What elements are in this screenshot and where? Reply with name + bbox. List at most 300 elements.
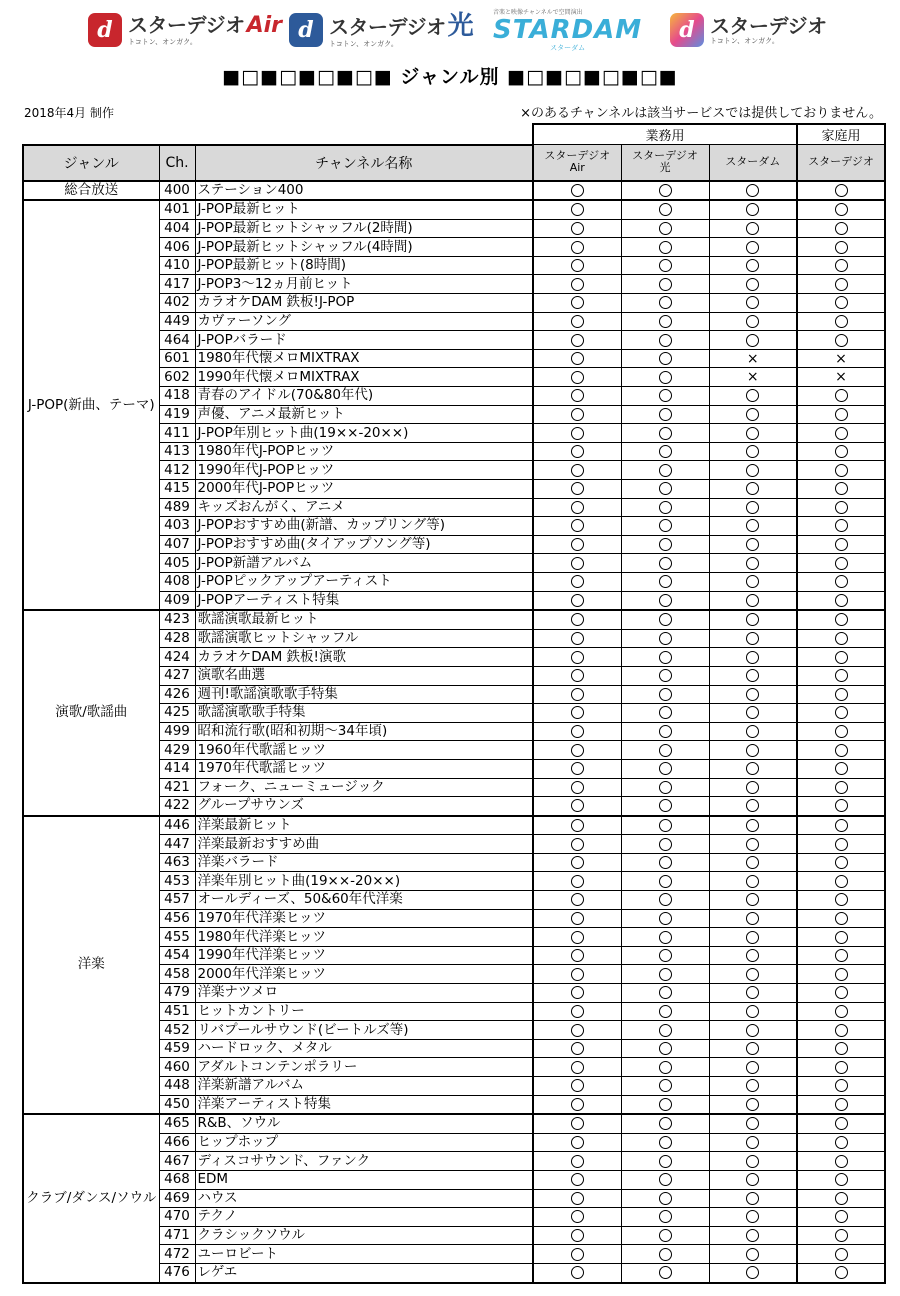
circle-icon: [746, 222, 759, 235]
available-mark: [533, 1058, 621, 1077]
logo-sub-text: トコトン、オンガク。: [710, 36, 779, 45]
channel-name: J-POPおすすめ曲(新譜、カップリング等): [195, 517, 533, 536]
available-mark: [621, 1002, 709, 1021]
available-mark: [709, 1021, 797, 1040]
circle-icon: [746, 1229, 759, 1242]
circle-icon: [571, 1117, 584, 1130]
available-mark: [533, 1077, 621, 1096]
available-mark: [533, 405, 621, 424]
circle-icon: [659, 799, 672, 812]
circle-icon: [746, 912, 759, 925]
circle-icon: [835, 222, 848, 235]
channel-name: 1990年代洋楽ヒッツ: [195, 946, 533, 965]
circle-icon: [835, 706, 848, 719]
circle-icon: [571, 669, 584, 682]
circle-icon: [835, 296, 848, 309]
circle-icon: [659, 184, 672, 197]
logo-main-text: スターデジオ: [329, 14, 446, 39]
circle-icon: [571, 1042, 584, 1055]
circle-icon: [746, 427, 759, 440]
channel-number: 450: [159, 1095, 195, 1114]
available-mark: [621, 349, 709, 368]
available-mark: [621, 984, 709, 1003]
channel-name: J-POP3～12ヵ月前ヒット: [195, 275, 533, 294]
channel-number: 455: [159, 928, 195, 947]
available-mark: [709, 872, 797, 891]
circle-icon: [571, 1061, 584, 1074]
available-mark: [797, 387, 885, 406]
circle-icon: [659, 203, 672, 216]
circle-icon: [746, 296, 759, 309]
available-mark: [709, 759, 797, 778]
circle-icon: [571, 1192, 584, 1205]
circle-icon: [835, 1061, 848, 1074]
available-mark: [797, 181, 885, 201]
available-mark: [797, 759, 885, 778]
channel-number: 472: [159, 1245, 195, 1264]
available-mark: [797, 591, 885, 610]
circle-icon: [835, 1005, 848, 1018]
circle-icon: [571, 632, 584, 645]
logo-stardam: [493, 10, 642, 50]
circle-icon: [835, 1042, 848, 1055]
channel-name: J-POPおすすめ曲(タイアップソング等): [195, 535, 533, 554]
circle-icon: [571, 1210, 584, 1223]
available-mark: [709, 1170, 797, 1189]
circle-icon: [835, 799, 848, 812]
available-mark: [533, 368, 621, 387]
available-mark: [621, 816, 709, 835]
available-mark: [533, 424, 621, 443]
channel-number: 411: [159, 424, 195, 443]
circle-icon: [746, 482, 759, 495]
available-mark: [797, 1152, 885, 1171]
available-mark: [533, 461, 621, 480]
available-mark: [709, 1114, 797, 1133]
group-header-row: [23, 124, 885, 145]
available-mark: [709, 1002, 797, 1021]
channel-number: 426: [159, 685, 195, 704]
circle-icon: [659, 968, 672, 981]
available-mark: [709, 442, 797, 461]
circle-icon: [659, 706, 672, 719]
circle-icon: [571, 482, 584, 495]
circle-icon: [835, 688, 848, 701]
channel-number: 418: [159, 387, 195, 406]
circle-icon: [746, 819, 759, 832]
circle-icon: [746, 259, 759, 272]
logo-main-text: スターデジオ: [128, 12, 245, 37]
available-mark: [709, 181, 797, 201]
channel-number: 602: [159, 368, 195, 387]
available-mark: [797, 554, 885, 573]
circle-icon: [746, 986, 759, 999]
circle-icon: [571, 259, 584, 272]
available-mark: [621, 1039, 709, 1058]
available-mark: [621, 256, 709, 275]
circle-icon: [746, 1155, 759, 1168]
available-mark: [797, 891, 885, 910]
circle-icon: [571, 931, 584, 944]
circle-icon: [659, 1005, 672, 1018]
circle-icon: [571, 781, 584, 794]
channel-name: ディスコサウンド、ファンク: [195, 1152, 533, 1171]
circle-icon: [571, 1005, 584, 1018]
channel-number: 451: [159, 1002, 195, 1021]
available-mark: [797, 219, 885, 238]
circle-icon: [571, 538, 584, 551]
channel-number: 410: [159, 256, 195, 275]
channel-number: 408: [159, 572, 195, 591]
available-mark: [797, 498, 885, 517]
channel-number: 406: [159, 238, 195, 257]
unavailable-mark: ×: [709, 368, 797, 387]
genre-cell: 演歌/歌謡曲: [23, 610, 159, 816]
circle-icon: [835, 1210, 848, 1223]
circle-icon: [835, 893, 848, 906]
circle-icon: [659, 819, 672, 832]
channel-name: ヒットカントリー: [195, 1002, 533, 1021]
available-mark: [797, 461, 885, 480]
available-mark: [709, 1245, 797, 1264]
available-mark: [533, 1114, 621, 1133]
available-mark: [533, 797, 621, 816]
channel-number: 457: [159, 891, 195, 910]
circle-icon: [571, 184, 584, 197]
circle-icon: [746, 1266, 759, 1279]
available-mark: [533, 835, 621, 854]
channel-number: 459: [159, 1039, 195, 1058]
available-mark: [709, 219, 797, 238]
channel-number: 402: [159, 294, 195, 313]
available-mark: [533, 1021, 621, 1040]
circle-icon: [571, 651, 584, 664]
circle-icon: [835, 315, 848, 328]
circle-icon: [659, 594, 672, 607]
available-mark: [533, 648, 621, 667]
circle-icon: [659, 1079, 672, 1092]
channel-name: オールディーズ、50&60年代洋楽: [195, 891, 533, 910]
circle-icon: [835, 575, 848, 588]
circle-icon: [659, 1155, 672, 1168]
circle-icon: [571, 222, 584, 235]
page-title: ■□■□■□■□■ ジャンル別 ■□■□■□■□■: [222, 66, 678, 88]
circle-icon: [659, 1210, 672, 1223]
circle-icon: [659, 408, 672, 421]
available-mark: [621, 648, 709, 667]
available-mark: [533, 666, 621, 685]
available-mark: [797, 331, 885, 350]
circle-icon: [659, 1229, 672, 1242]
circle-icon: [835, 1248, 848, 1261]
channel-name: リバプールサウンド(ビートルズ等): [195, 1021, 533, 1040]
service-column-header: スターデジオ 光: [621, 145, 709, 181]
channel-number: 413: [159, 442, 195, 461]
home-use-header: 家庭用: [797, 124, 885, 145]
available-mark: [797, 1133, 885, 1152]
available-mark: [709, 1208, 797, 1227]
circle-icon: [746, 893, 759, 906]
available-mark: [621, 200, 709, 219]
available-mark: [621, 946, 709, 965]
logo-stardigio: [670, 10, 827, 50]
circle-icon: [835, 651, 848, 664]
available-mark: [621, 704, 709, 723]
available-mark: [797, 1226, 885, 1245]
available-mark: [533, 909, 621, 928]
available-mark: [533, 704, 621, 723]
available-mark: [621, 572, 709, 591]
circle-icon: [835, 1079, 848, 1092]
channel-number: 419: [159, 405, 195, 424]
logo-main-text: STARDAM: [493, 15, 643, 45]
availability-note: ×のあるチャンネルは該当サービスでは提供しておりません。: [520, 106, 882, 121]
circle-icon: [835, 1173, 848, 1186]
circle-icon: [746, 931, 759, 944]
available-mark: [797, 312, 885, 331]
available-mark: [533, 275, 621, 294]
available-mark: [797, 1039, 885, 1058]
available-mark: [797, 853, 885, 872]
channel-name: 洋楽最新おすすめ曲: [195, 835, 533, 854]
circle-icon: [659, 427, 672, 440]
circle-icon: [835, 259, 848, 272]
available-mark: [621, 1021, 709, 1040]
channel-number: 423: [159, 610, 195, 629]
available-mark: [533, 853, 621, 872]
available-mark: [621, 685, 709, 704]
channel-name: 2000年代J-POPヒッツ: [195, 480, 533, 499]
channel-name: ユーロビート: [195, 1245, 533, 1264]
available-mark: [797, 1095, 885, 1114]
circle-icon: [746, 315, 759, 328]
circle-icon: [835, 241, 848, 254]
available-mark: [709, 704, 797, 723]
circle-icon: [571, 557, 584, 570]
circle-icon: [659, 371, 672, 384]
channel-name: 洋楽新譜アルバム: [195, 1077, 533, 1096]
available-mark: [797, 405, 885, 424]
channel-number: 469: [159, 1189, 195, 1208]
circle-icon: [659, 1042, 672, 1055]
circle-icon: [659, 445, 672, 458]
available-mark: [621, 480, 709, 499]
available-mark: [709, 984, 797, 1003]
available-mark: [621, 909, 709, 928]
channel-number: 476: [159, 1263, 195, 1282]
available-mark: [797, 928, 885, 947]
available-mark: [797, 294, 885, 313]
circle-icon: [835, 501, 848, 514]
channel-number: 446: [159, 816, 195, 835]
circle-icon: [746, 1024, 759, 1037]
available-mark: [797, 722, 885, 741]
circle-icon: [571, 1136, 584, 1149]
channel-name: 演歌名曲選: [195, 666, 533, 685]
stardigio-badge-icon: d: [670, 13, 704, 47]
circle-icon: [835, 931, 848, 944]
circle-icon: [659, 519, 672, 532]
channel-number: 453: [159, 872, 195, 891]
available-mark: [709, 629, 797, 648]
channel-name: グループサウンズ: [195, 797, 533, 816]
channel-name: 洋楽ナツメロ: [195, 984, 533, 1003]
logo-bar: [0, 10, 900, 50]
circle-icon: [659, 1117, 672, 1130]
channel-name: J-POPバラード: [195, 331, 533, 350]
circle-icon: [571, 1229, 584, 1242]
available-mark: [797, 872, 885, 891]
available-mark: [533, 965, 621, 984]
circle-icon: [746, 241, 759, 254]
available-mark: [533, 480, 621, 499]
channel-number: 409: [159, 591, 195, 610]
channel-name: 洋楽年別ヒット曲(19××-20××): [195, 872, 533, 891]
channel-number: 465: [159, 1114, 195, 1133]
service-column-header: スターダム: [709, 145, 797, 181]
available-mark: [621, 666, 709, 685]
unavailable-mark: ×: [797, 368, 885, 387]
available-mark: [621, 1077, 709, 1096]
available-mark: [797, 1114, 885, 1133]
available-mark: [533, 816, 621, 835]
channel-number: 458: [159, 965, 195, 984]
available-mark: [533, 387, 621, 406]
available-mark: [709, 572, 797, 591]
available-mark: [533, 1133, 621, 1152]
channel-name: アダルトコンテンポラリー: [195, 1058, 533, 1077]
channel-name: テクノ: [195, 1208, 533, 1227]
circle-icon: [571, 744, 584, 757]
channel-number: 460: [159, 1058, 195, 1077]
circle-icon: [659, 259, 672, 272]
available-mark: [709, 610, 797, 629]
channel-name: J-POP最新ヒット(8時間): [195, 256, 533, 275]
available-mark: [709, 891, 797, 910]
available-mark: [621, 1189, 709, 1208]
available-mark: [621, 424, 709, 443]
circle-icon: [835, 968, 848, 981]
available-mark: [621, 591, 709, 610]
circle-icon: [659, 912, 672, 925]
circle-icon: [746, 725, 759, 738]
available-mark: [533, 722, 621, 741]
stardigio-air-badge-icon: d: [88, 13, 122, 47]
logo-stardigio-air: [88, 10, 282, 50]
unavailable-mark: ×: [797, 349, 885, 368]
circle-icon: [835, 949, 848, 962]
channel-name: 1960年代歌謡ヒッツ: [195, 741, 533, 760]
available-mark: [533, 1152, 621, 1171]
available-mark: [797, 984, 885, 1003]
channel-number: 429: [159, 741, 195, 760]
available-mark: [797, 648, 885, 667]
available-mark: [709, 1058, 797, 1077]
circle-icon: [746, 669, 759, 682]
circle-icon: [659, 856, 672, 869]
circle-icon: [659, 632, 672, 645]
channel-number: 428: [159, 629, 195, 648]
available-mark: [533, 554, 621, 573]
logo-tail-text: 光: [447, 10, 474, 41]
channel-number: 454: [159, 946, 195, 965]
available-mark: [533, 1245, 621, 1264]
available-mark: [797, 666, 885, 685]
available-mark: [797, 572, 885, 591]
circle-icon: [659, 334, 672, 347]
circle-icon: [746, 1248, 759, 1261]
channel-name: フォーク、ニューミュージック: [195, 778, 533, 797]
circle-icon: [659, 613, 672, 626]
available-mark: [533, 591, 621, 610]
circle-icon: [746, 1079, 759, 1092]
available-mark: [709, 387, 797, 406]
available-mark: [533, 891, 621, 910]
circle-icon: [746, 968, 759, 981]
circle-icon: [835, 1117, 848, 1130]
available-mark: [533, 442, 621, 461]
available-mark: [709, 480, 797, 499]
circle-icon: [835, 445, 848, 458]
genre-column-header: ジャンル: [23, 145, 159, 181]
available-mark: [533, 946, 621, 965]
circle-icon: [571, 352, 584, 365]
channel-name: 洋楽バラード: [195, 853, 533, 872]
circle-icon: [746, 203, 759, 216]
circle-icon: [835, 464, 848, 477]
channel-name: 1980年代洋楽ヒッツ: [195, 928, 533, 947]
circle-icon: [835, 838, 848, 851]
available-mark: [621, 1095, 709, 1114]
circle-icon: [571, 408, 584, 421]
circle-icon: [835, 408, 848, 421]
available-mark: [621, 872, 709, 891]
channel-number: 422: [159, 797, 195, 816]
available-mark: [709, 835, 797, 854]
circle-icon: [571, 464, 584, 477]
channel-table: [22, 123, 886, 1284]
circle-icon: [835, 986, 848, 999]
available-mark: [621, 778, 709, 797]
circle-icon: [659, 762, 672, 775]
channel-number: 417: [159, 275, 195, 294]
circle-icon: [659, 1061, 672, 1074]
circle-icon: [746, 334, 759, 347]
channel-number: 470: [159, 1208, 195, 1227]
available-mark: [709, 685, 797, 704]
circle-icon: [659, 744, 672, 757]
available-mark: [621, 741, 709, 760]
available-mark: [533, 181, 621, 201]
channel-name: 1980年代J-POPヒッツ: [195, 442, 533, 461]
available-mark: [709, 853, 797, 872]
available-mark: [621, 610, 709, 629]
channel-number: 412: [159, 461, 195, 480]
circle-icon: [571, 949, 584, 962]
available-mark: [621, 759, 709, 778]
circle-icon: [835, 1155, 848, 1168]
available-mark: [797, 816, 885, 835]
channel-name: J-POP最新ヒットシャッフル(4時間): [195, 238, 533, 257]
circle-icon: [571, 575, 584, 588]
circle-icon: [571, 519, 584, 532]
circle-icon: [746, 744, 759, 757]
channel-name: ステーション400: [195, 181, 533, 201]
available-mark: [621, 294, 709, 313]
available-mark: [533, 1039, 621, 1058]
available-mark: [797, 741, 885, 760]
available-mark: [621, 535, 709, 554]
